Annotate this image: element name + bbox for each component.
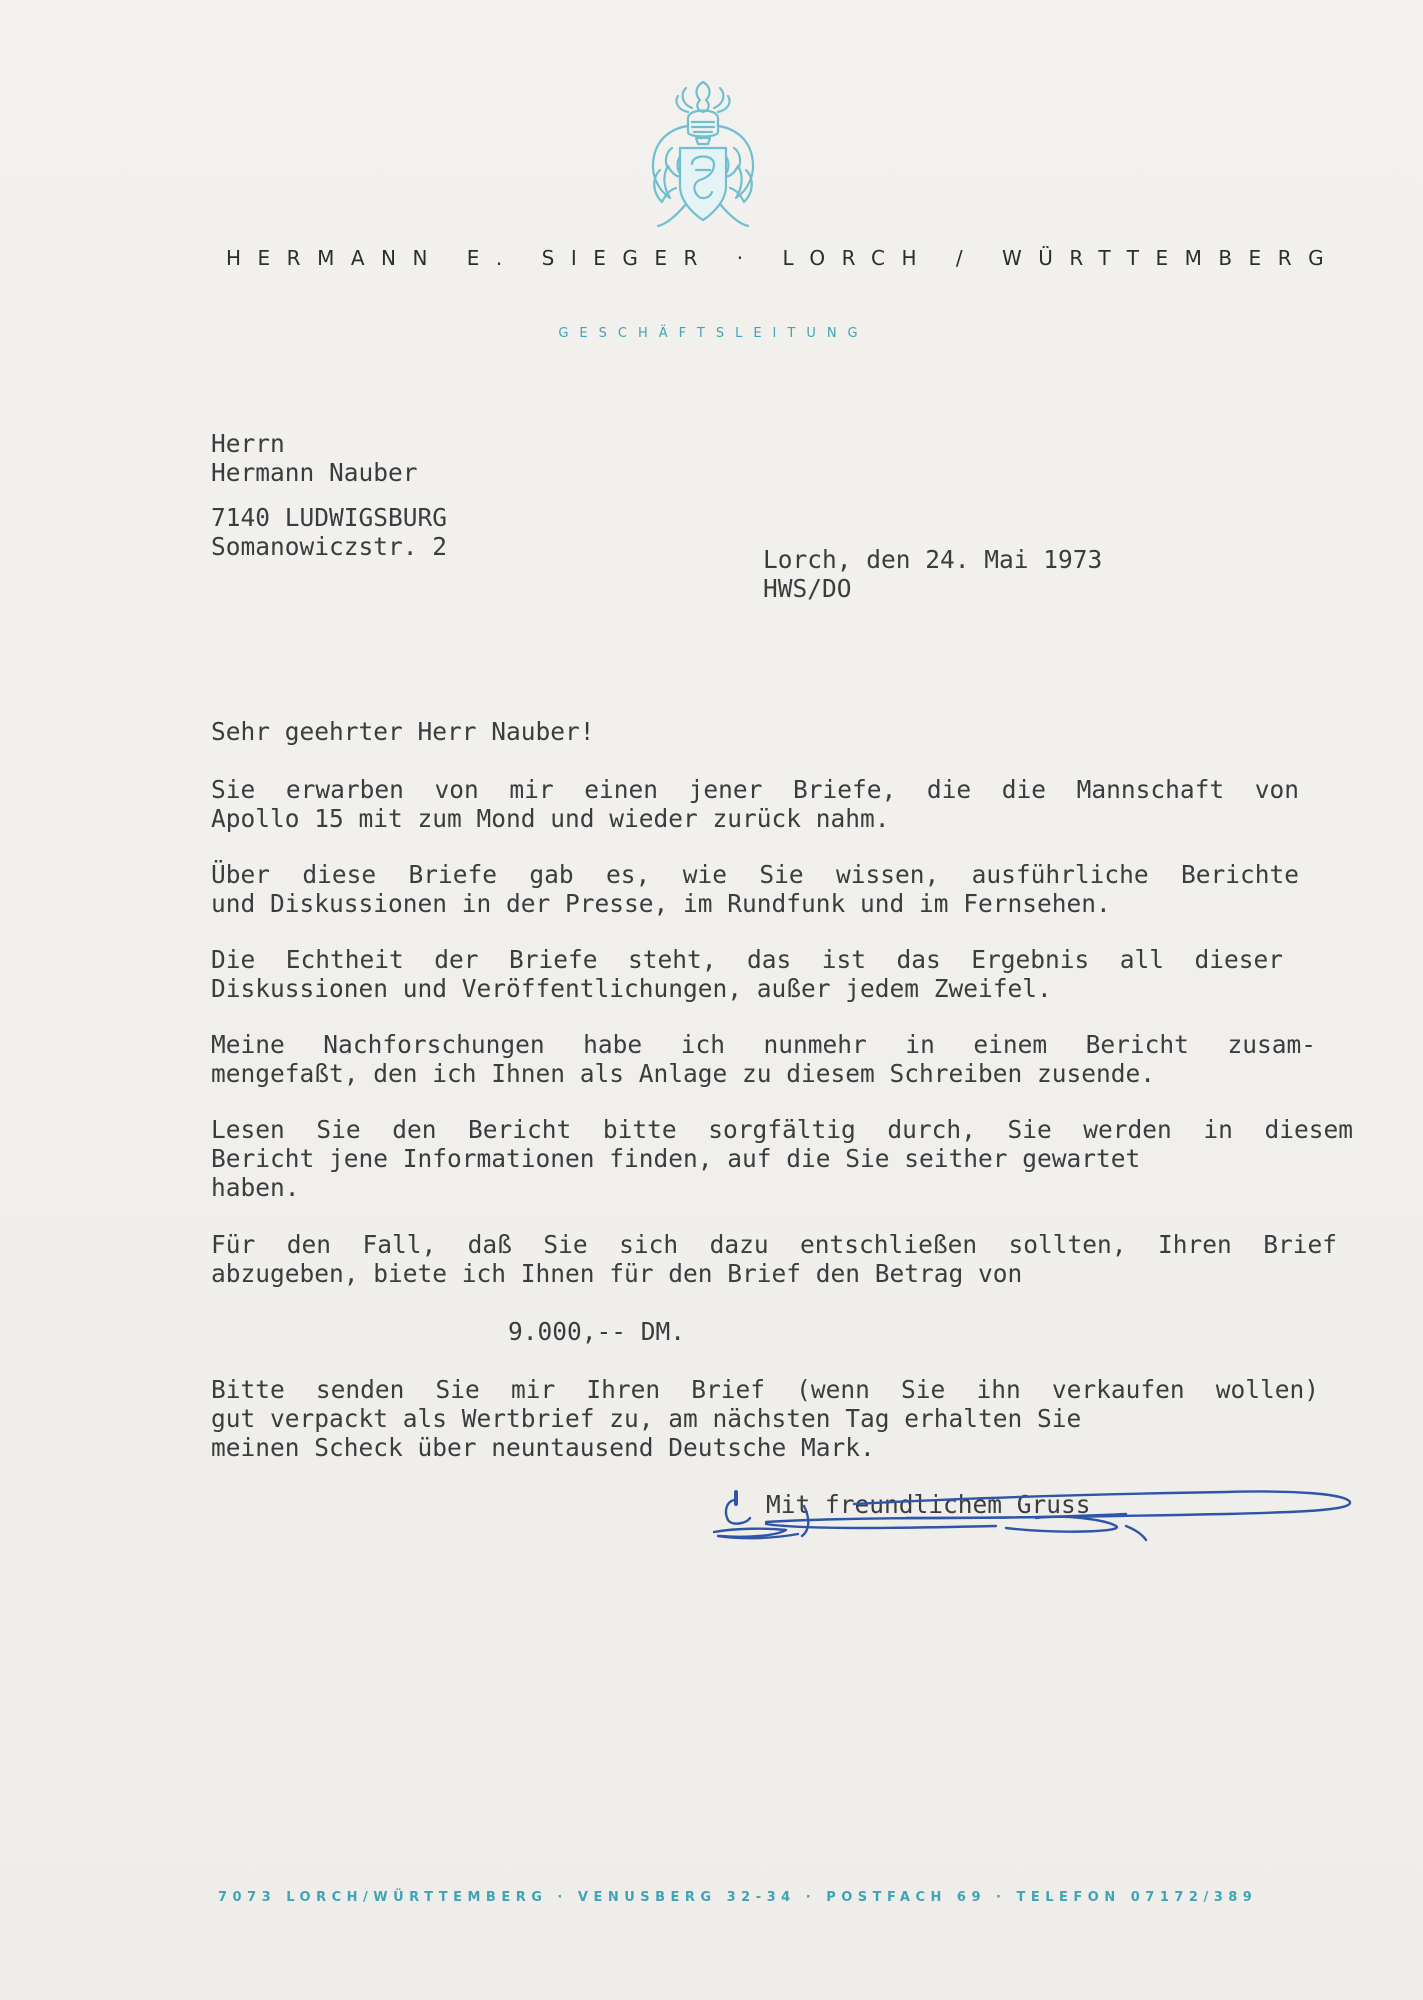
paragraph-line: Lesen Sie den Bericht bitte sorgfältig durch, Sie werden in diesem — [211, 1115, 1353, 1144]
paragraph-line: abzugeben, biete ich Ihnen für den Brief den Betrag von — [211, 1259, 1023, 1288]
paragraph-line: mengefaßt, den ich Ihnen als Anlage zu diesem Schreiben zusende. — [211, 1059, 1156, 1088]
paragraph-line: Apollo 15 mit zum Mond und wieder zurück nahm. — [211, 804, 890, 833]
letterhead-company-name: HERMANN E. SIEGER · LORCH / WÜRTTEMBERG — [226, 246, 1341, 270]
letterhead-department: GESCHÄFTSLEITUNG — [558, 326, 869, 341]
sign-off: Mit freundlichem Gruss — [766, 1490, 1091, 1519]
paragraph-line: Für den Fall, daß Sie sich dazu entschließen sollten, Ihren Brief — [211, 1230, 1337, 1259]
recipient-name: Hermann Nauber — [211, 458, 418, 487]
handwritten-signature — [706, 1478, 1356, 1558]
paragraph-line: Die Echtheit der Briefe steht, das ist das Ergebnis all dieser — [211, 945, 1283, 974]
paragraph-line: meinen Scheck über neuntausend Deutsche Mark. — [211, 1433, 875, 1462]
recipient-address — [211, 429, 447, 561]
greeting: Sehr geehrter Herr Nauber! — [211, 717, 595, 746]
closing-paragraph — [211, 1375, 1319, 1462]
paragraph-6 — [211, 1230, 1337, 1288]
paragraph-line: Meine Nachforschungen habe ich nunmehr in einem Bericht zusam- — [211, 1030, 1316, 1059]
paragraph-line: Über diese Briefe gab es, wie Sie wissen, ausführliche Berichte — [211, 860, 1299, 889]
recipient-street: Somanowiczstr. 2 — [211, 532, 448, 561]
recipient-city: 7140 LUDWIGSBURG — [211, 503, 448, 532]
paragraph-2 — [211, 860, 1299, 918]
paragraph-4 — [211, 1030, 1316, 1088]
letterhead-footer-address: 7073 LORCH/WÜRTTEMBERG · VENUSBERG 32-34 · POSTFACH 69 · TELEFON 07172/389 — [218, 1890, 1258, 1905]
paragraph-1 — [211, 775, 1299, 833]
dateline — [763, 545, 1102, 603]
place-and-date: Lorch, den 24. Mai 1973 — [763, 545, 1103, 574]
paragraph-line: haben. — [211, 1173, 300, 1202]
paragraph-line: und Diskussionen in der Presse, im Rundfunk und im Fernsehen. — [211, 889, 1111, 918]
coat-of-arms-icon — [636, 78, 770, 230]
paragraph-3 — [211, 945, 1283, 1003]
paragraph-line: Diskussionen und Veröffentlichungen, außer jedem Zweifel. — [211, 974, 1052, 1003]
paragraph-line: Sie erwarben von mir einen jener Briefe, die die Mannschaft von — [211, 775, 1299, 804]
paragraph-line: gut verpackt als Wertbrief zu, am nächsten Tag erhalten Sie — [211, 1404, 1082, 1433]
paragraph-5 — [211, 1115, 1353, 1202]
paragraph-line: Bitte senden Sie mir Ihren Brief (wenn Sie ihn verkaufen wollen) — [211, 1375, 1319, 1404]
paragraph-line: Bericht jene Informationen finden, auf die Sie seither gewartet — [211, 1144, 1141, 1173]
offer-amount: 9.000,-- DM. — [508, 1317, 686, 1346]
reference-code: HWS/DO — [763, 574, 852, 603]
recipient-salutation-line: Herrn — [211, 429, 285, 458]
